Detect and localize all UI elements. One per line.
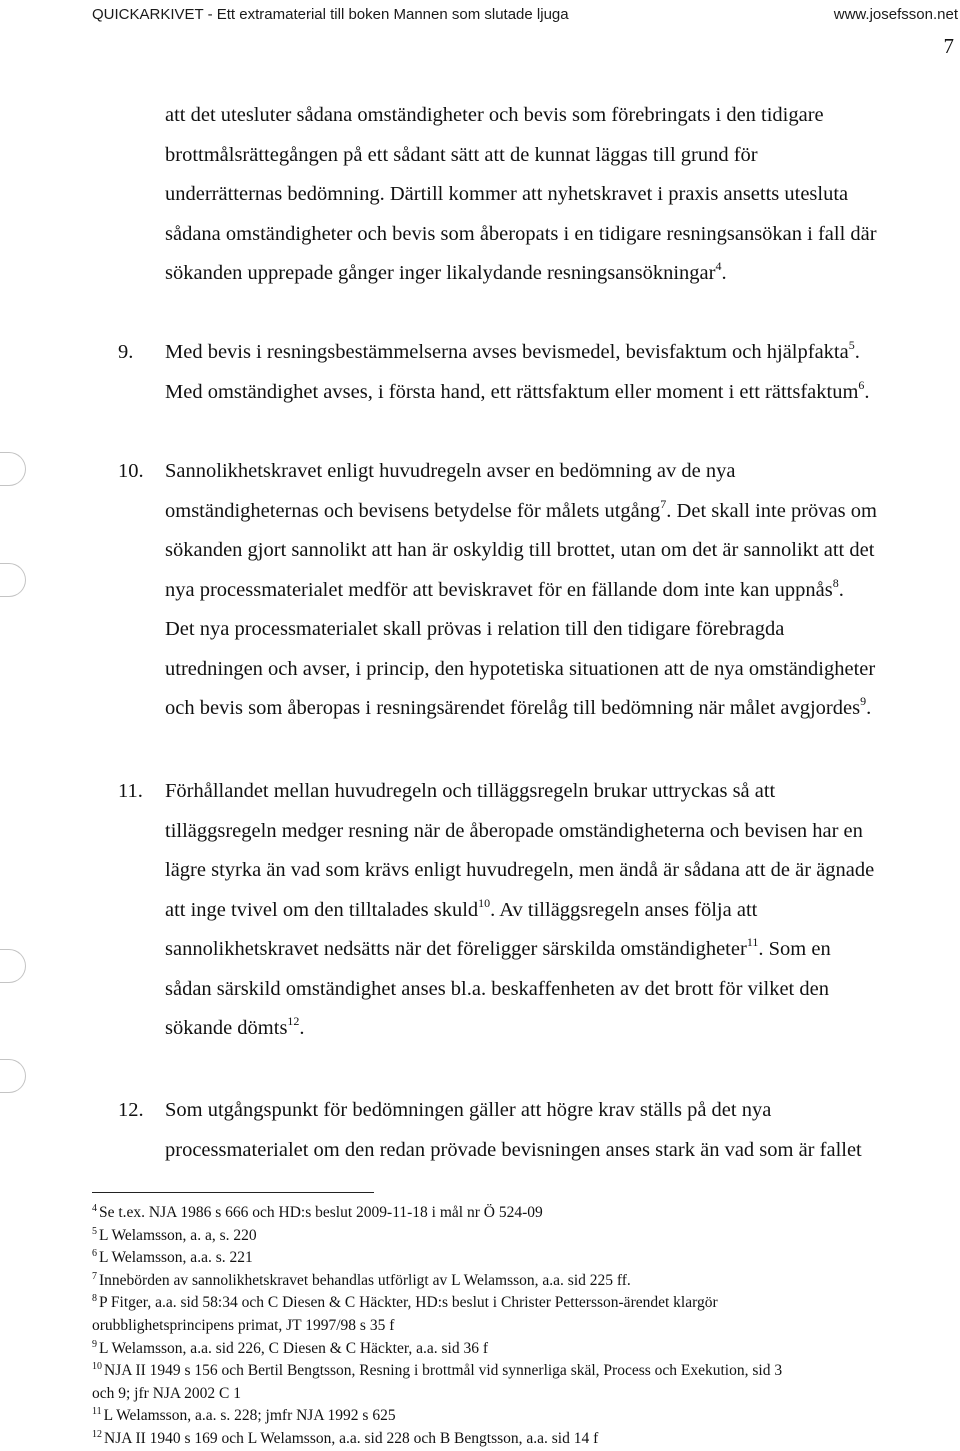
footnote-text: och 9; jfr NJA 2002 C 1: [92, 1384, 241, 1402]
footnote: [92, 1405, 952, 1428]
text-line: tilläggsregeln medger resning när de åberopade omständigheterna och bevisen har en: [165, 819, 863, 842]
paragraph-10: [118, 452, 960, 729]
footnote-text: orubblighetsprincipens primat, JT 1997/98 s 35 f: [92, 1316, 395, 1334]
line-text: Med bevis i resningsbestämmelserna avses bevismedel, bevisfaktum och hjälpfakta: [165, 341, 849, 363]
footnote-ref: 8: [832, 575, 839, 590]
line-text: . Det skall inte prövas om: [666, 499, 877, 522]
text-line: Sannolikhetskravet enligt huvudregeln avser en bedömning av de nya: [165, 460, 736, 482]
line-text: att inge tvivel om den tilltalades skuld: [165, 898, 479, 921]
footnote-text: L Welamsson, a.a. s. 221: [99, 1249, 253, 1267]
footnote: [92, 1225, 952, 1248]
line-text: sökande dömts: [165, 1017, 288, 1039]
text-line: sådan särskild omständighet anses bl.a. beskaffenheten av det brott för vilket den: [165, 977, 829, 1000]
line-text: Med omständighet avses, i första hand, ett rättsfaktum eller moment i ett rättsfaktum: [165, 380, 859, 403]
paragraph-11: [118, 772, 960, 1049]
text-line: utredningen och avser, i princip, den hypotetiska situationen att de nya omständigheter: [165, 657, 876, 680]
footnotes: [92, 1202, 952, 1451]
footnote-number: 10: [92, 1361, 102, 1373]
text-line: [165, 891, 960, 931]
text-line: att det utesluter sådana omständigheter och bevis som förebringats i den tidigare: [165, 104, 824, 126]
footnote-number: 11: [92, 1406, 102, 1418]
line-text: . Som en: [758, 938, 831, 960]
footnote: [92, 1270, 952, 1293]
footnote-text: Innebörden av sannolikhetskravet behandlas utförligt av L Welamsson, a.a. sid 225 ff.: [99, 1271, 631, 1289]
line-text: nya processmaterialet medför att beviskravet för en fällande dom inte kan uppnås: [165, 578, 833, 601]
line-text: . Av tilläggsregeln anses följa att: [490, 898, 758, 921]
footnote-separator: [92, 1192, 374, 1193]
paragraph-continuation: [165, 96, 960, 294]
page-header: [0, 0, 960, 28]
text-line: Som utgångspunkt för bedömningen gäller att högre krav ställs på det nya: [165, 1099, 772, 1121]
text-line: sådana omständigheter och bevis som åberopats i en tidigare resningsansökan i fall där: [165, 222, 877, 245]
paragraph-9: [118, 333, 960, 412]
footnote-number: 4: [92, 1203, 97, 1214]
footnote: [92, 1247, 952, 1270]
footnote-number: 9: [92, 1338, 97, 1350]
punch-hole: [0, 452, 26, 486]
footnote-ref: 7: [660, 496, 667, 511]
footnote: [92, 1292, 952, 1315]
line-end: .: [854, 341, 860, 363]
footnote-text: L Welamsson, a.a. sid 226, C Diesen & C Häckter, a.a. sid 36 f: [99, 1339, 488, 1357]
text-line: sökanden gjort sannolikt att han är oskyldig till brottet, utan om det är sannolikt att det: [165, 539, 875, 561]
punch-hole: [0, 563, 26, 597]
footnote-text: L Welamsson, a. a, s. 220: [99, 1226, 257, 1244]
text-line: brottmålsrättegången på ett sådant sätt att de kunnat läggas till grund för: [165, 143, 758, 166]
text-line: [165, 333, 960, 373]
footnote-text: Se t.ex. NJA 1986 s 666 och HD:s beslut 2009-11-18 i mål nr Ö 524-09: [99, 1204, 543, 1221]
line-end: .: [864, 380, 870, 403]
line-text: sannolikhetskravet nedsätts när det föreligger särskilda omständigheter: [165, 938, 747, 960]
text-line: [165, 254, 960, 294]
page-number: 7: [943, 34, 954, 58]
text-line: [165, 689, 960, 729]
line-text: sökanden upprepade gånger inger likalydande resningsansökningar: [165, 262, 716, 284]
footnote-number: 7: [92, 1270, 97, 1282]
footnote-ref: 11: [746, 935, 759, 949]
footnote-continuation: [92, 1315, 952, 1338]
footnote: [92, 1428, 952, 1451]
footnote-number: 6: [92, 1248, 97, 1260]
line-text: omständigheternas och bevisens betydelse för målets utgång: [165, 499, 661, 522]
line-text: och bevis som åberopas i resningsärendet förelåg till bedömning när målet avgjordes: [165, 697, 861, 719]
paragraph-number: 9.: [118, 341, 134, 363]
footnote-continuation: [92, 1383, 952, 1406]
punch-hole: [0, 949, 26, 983]
line-text: .: [866, 697, 872, 719]
footnote: [92, 1360, 952, 1383]
footnote-ref: 12: [287, 1014, 300, 1028]
footnote-text: NJA II 1940 s 169 och L Welamsson, a.a. sid 228 och B Bengtsson, a.a. sid 14 f: [104, 1429, 599, 1447]
text-line: [165, 930, 960, 970]
footnote-ref: 6: [858, 377, 865, 392]
text-line: [165, 1009, 960, 1049]
line-text: .: [838, 578, 844, 601]
line-text: .: [299, 1017, 305, 1039]
text-line: [165, 571, 960, 611]
footnote-text: NJA II 1949 s 156 och Bertil Bengtsson, Resning i brottmål vid synnerliga skäl, Process och Exekution, sid 3: [104, 1362, 783, 1380]
line-end: .: [721, 262, 727, 284]
footnote-ref: 5: [848, 338, 855, 352]
header-title: QUICKARKIVET - Ett extramaterial till boken Mannen som slutade ljuga: [92, 6, 569, 23]
footnote-text: P Fitger, a.a. sid 58:34 och C Diesen & C Häckter, HD:s beslut i Christer Pettersson-ärendet klargör: [99, 1294, 718, 1312]
header-site: www.josefsson.net: [833, 6, 958, 23]
footnote-ref: 4: [715, 259, 722, 273]
footnote-number: 12: [92, 1428, 102, 1440]
footnote-ref: 10: [478, 895, 491, 910]
footnote-text: L Welamsson, a.a. s. 228; jmfr NJA 1992 s 625: [103, 1407, 396, 1425]
text-line: [165, 492, 960, 532]
footnote-ref: 9: [860, 694, 867, 708]
footnote-number: 5: [92, 1225, 97, 1237]
text-line: underrätternas bedömning. Därtill kommer att nyhetskravet i praxis ansetts utesluta: [165, 183, 849, 205]
footnote: [92, 1338, 952, 1361]
paragraph-number: 10.: [118, 460, 144, 482]
text-line: processmaterialet om den redan prövade bevisningen anses stark än vad som är fallet: [165, 1138, 862, 1161]
paragraph-number: 12.: [118, 1099, 144, 1121]
text-line: Det nya processmaterialet skall prövas i relation till den tidigare förebragda: [165, 618, 785, 640]
footnote-number: 8: [92, 1293, 97, 1305]
paragraph-12: [118, 1091, 960, 1170]
text-line: lägre styrka än vad som krävs enligt huvudregeln, men ändå är sådana att de är ägnade: [165, 859, 875, 881]
footnote: [92, 1202, 952, 1225]
punch-hole: [0, 1059, 26, 1093]
paragraph-number: 11.: [118, 780, 143, 802]
text-line: [165, 373, 960, 413]
text-line: Förhållandet mellan huvudregeln och tilläggsregeln brukar uttryckas så att: [165, 780, 776, 802]
